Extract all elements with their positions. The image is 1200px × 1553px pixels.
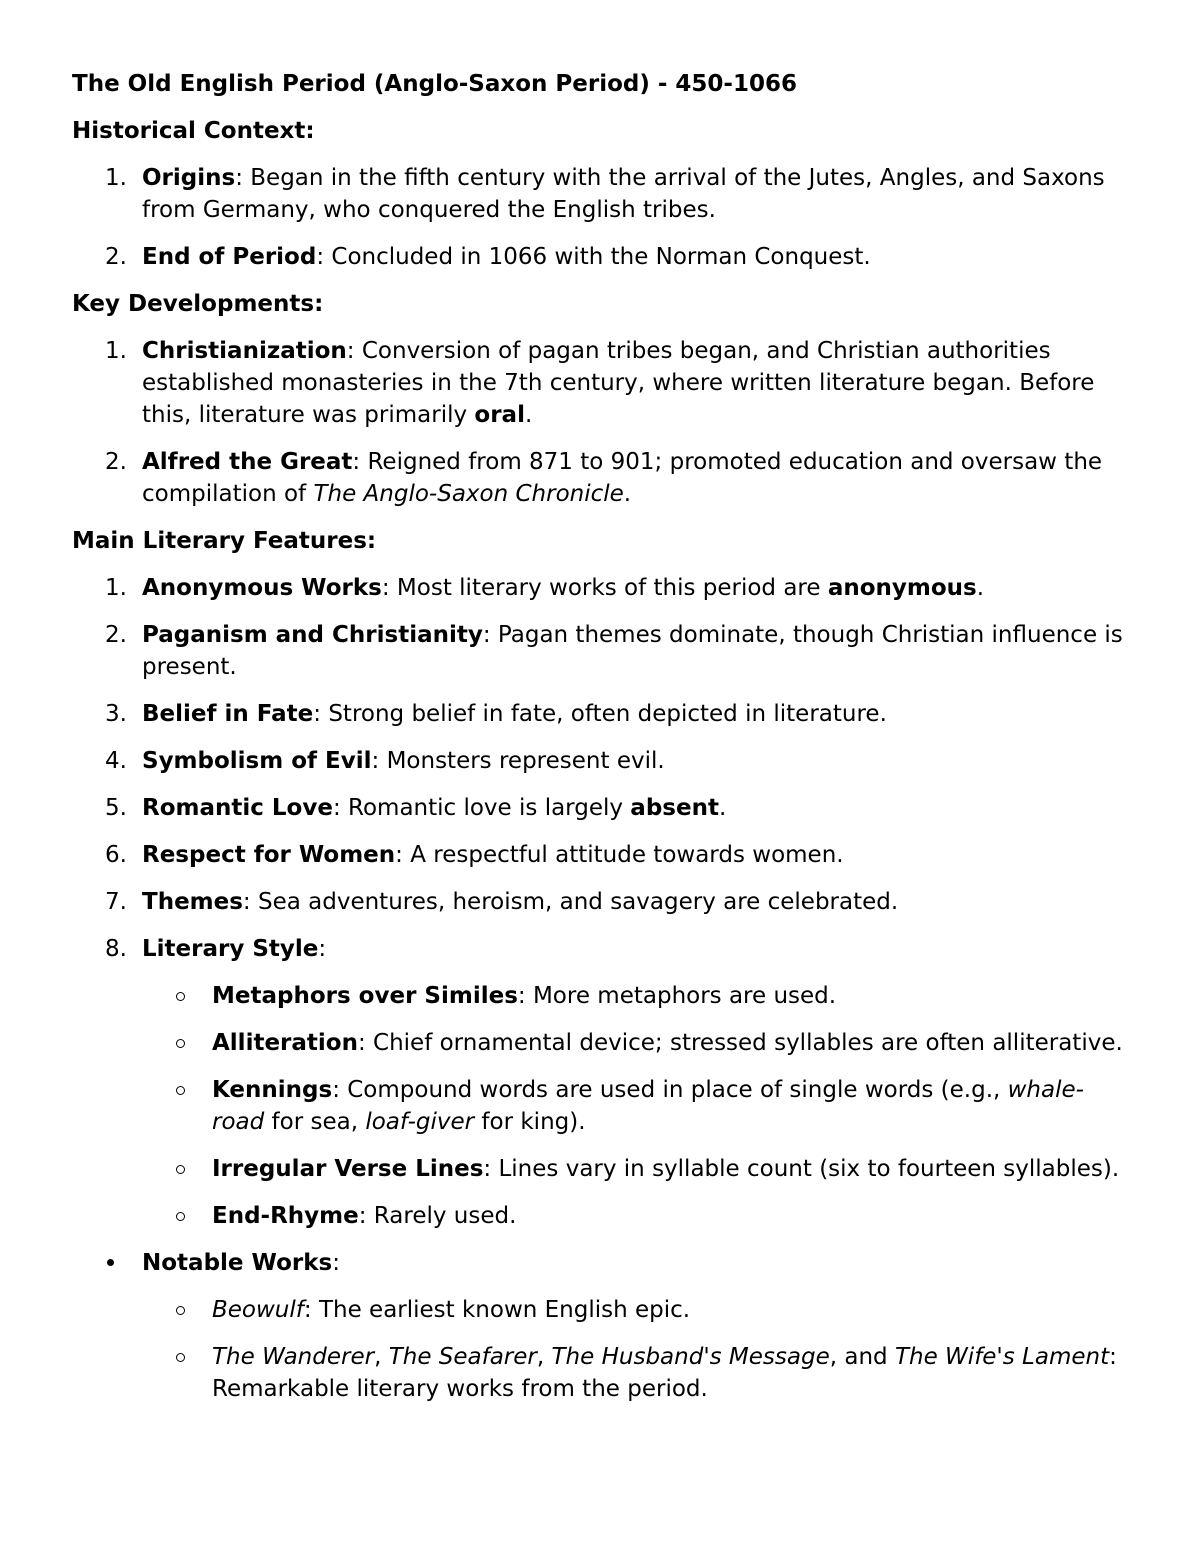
item-separator: : (346, 338, 355, 364)
circle-bullet-icon (176, 1353, 185, 1362)
item-number: 2. (105, 449, 127, 475)
sub-list-item (142, 1153, 1132, 1185)
work-title: The Wife's Lament (894, 1344, 1110, 1370)
kenning-example: loaf-giver (365, 1109, 475, 1135)
item-text: More metaphors are used. (525, 983, 837, 1009)
item-text: Conversion of pagan tribes began, and Christian authorities established monasteries in the 7th century, where written literature began. Before this, literature was primarily (142, 338, 1095, 428)
item-text: Reigned from 871 to 901; promoted education and oversaw the compilation of (142, 449, 1103, 507)
item-separator: : (482, 622, 491, 648)
item-end: for king). (474, 1109, 586, 1135)
item-separator: : (357, 1030, 366, 1056)
page-title: The Old English Period (Anglo-Saxon Period) - 450-1066 (72, 71, 797, 97)
notable-works-list (142, 1294, 1132, 1405)
historical-context-heading: Historical Context: (72, 118, 315, 144)
item-separator: : (242, 889, 251, 915)
list-item (72, 839, 1132, 871)
item-number: 3. (105, 701, 127, 727)
item-end: . (718, 795, 727, 821)
item-separator: : (235, 165, 243, 191)
item-separator: : (332, 795, 341, 821)
list-item (72, 745, 1132, 777)
item-text: , and (829, 1344, 895, 1370)
sub-list-item (142, 1294, 1132, 1326)
document-page (72, 68, 1132, 1405)
item-text: Sea adventures, heroism, and savagery are celebrated. (250, 889, 899, 915)
sub-list-item (142, 980, 1132, 1012)
item-number: 7. (105, 889, 127, 915)
item-number: 2. (105, 622, 127, 648)
item-number: 1. (105, 338, 127, 364)
list-item (72, 241, 1132, 273)
item-separator: : (381, 575, 390, 601)
item-term: End of Period (142, 244, 317, 270)
item-separator: : (371, 748, 380, 774)
item-text: Strong belief in fate, often depicted in literature. (321, 701, 887, 727)
item-end: . (623, 481, 632, 507)
list-item (72, 572, 1132, 604)
key-developments-heading: Key Developments: (72, 291, 324, 317)
item-number: 5. (105, 795, 127, 821)
item-separator: : (395, 842, 403, 868)
item-text: : Remarkable literary works from the period. (212, 1344, 1117, 1402)
item-number: 8. (105, 936, 127, 962)
item-end: . (976, 575, 985, 601)
list-item (72, 886, 1132, 918)
item-term: Alliteration (212, 1030, 358, 1056)
item-separator: : (517, 983, 526, 1009)
circle-bullet-icon (176, 1086, 185, 1095)
item-text: A respectful attitude towards women. (402, 842, 844, 868)
item-work-title: The Anglo-Saxon Chronicle (313, 481, 624, 507)
item-separator: : (483, 1156, 492, 1182)
item-end: . (524, 402, 533, 428)
item-term: Paganism and Christianity (142, 622, 483, 648)
item-text: Compound words are used in place of single words (e.g., (339, 1077, 1008, 1103)
literary-features-heading: Main Literary Features: (72, 528, 377, 554)
sub-list-item (142, 1027, 1132, 1059)
item-term: Notable Works (142, 1250, 333, 1276)
item-number: 1. (105, 575, 127, 601)
literary-features-list (72, 572, 1132, 1232)
circle-bullet-icon (176, 1165, 185, 1174)
list-item (72, 698, 1132, 730)
list-item (72, 619, 1132, 683)
item-term: Kennings (212, 1077, 333, 1103)
item-number: 2. (105, 244, 127, 270)
kenning-example: whale-road (212, 1077, 1084, 1135)
item-text: Rarely used. (366, 1203, 517, 1229)
work-title: The Husband's Message (551, 1344, 830, 1370)
circle-bullet-icon (176, 1306, 185, 1315)
item-emphasis: oral (474, 402, 525, 428)
item-text: Began in the fifth century with the arrival of the Jutes, Angles, and Saxons from Germany, who conquered the English tribes. (142, 165, 1105, 223)
item-text: Romantic love is largely (340, 795, 631, 821)
circle-bullet-icon (176, 992, 185, 1001)
item-term: Respect for Women (142, 842, 396, 868)
literary-style-list (142, 980, 1132, 1232)
item-term: Origins (142, 165, 236, 191)
item-term: Alfred the Great (142, 449, 353, 475)
key-developments-list (72, 335, 1132, 510)
list-item (72, 162, 1132, 226)
item-text: for sea, (264, 1109, 366, 1135)
circle-bullet-icon (176, 1039, 185, 1048)
work-title: The Wanderer (212, 1344, 375, 1370)
item-text: Most literary works of this period are (389, 575, 828, 601)
list-item (72, 446, 1132, 510)
sub-list-item (142, 1341, 1132, 1405)
item-term: Romantic Love (142, 795, 333, 821)
item-text: Pagan themes dominate, though Christian influence is present. (142, 622, 1123, 680)
item-text: Lines vary in syllable count (six to fourteen syllables). (491, 1156, 1120, 1182)
item-separator: : (352, 449, 361, 475)
historical-context-list (72, 162, 1132, 273)
list-item (72, 933, 1132, 1232)
list-item (72, 335, 1132, 431)
item-text: : The earliest known English epic. (303, 1297, 691, 1323)
item-emphasis: absent (630, 795, 719, 821)
item-text: Monsters represent evil. (379, 748, 665, 774)
item-term: Metaphors over Similes (212, 983, 518, 1009)
item-term: Irregular Verse Lines (212, 1156, 484, 1182)
item-separator: : (318, 936, 327, 962)
filled-bullet-icon (107, 1259, 114, 1266)
item-term: End-Rhyme (212, 1203, 359, 1229)
item-term: Literary Style (142, 936, 319, 962)
item-term: Christianization (142, 338, 347, 364)
item-separator: : (332, 1250, 340, 1276)
sub-list-item (142, 1074, 1132, 1138)
item-text: Chief ornamental device; stressed syllables are often alliterative. (365, 1030, 1123, 1056)
item-term: Belief in Fate (142, 701, 314, 727)
item-number: 6. (105, 842, 127, 868)
item-separator: : (358, 1203, 367, 1229)
circle-bullet-icon (176, 1212, 185, 1221)
notable-works-item (72, 1247, 1132, 1405)
item-number: 4. (105, 748, 127, 774)
item-emphasis: anonymous (827, 575, 977, 601)
item-text: Concluded in 1066 with the Norman Conquest. (324, 244, 871, 270)
item-term: Symbolism of Evil (142, 748, 372, 774)
list-item (72, 792, 1132, 824)
item-text: , (536, 1344, 552, 1370)
item-term: Anonymous Works (142, 575, 382, 601)
item-separator: : (332, 1077, 340, 1103)
work-title: The Seafarer (388, 1344, 537, 1370)
item-separator: : (316, 244, 325, 270)
item-separator: : (313, 701, 322, 727)
item-term: Themes (142, 889, 243, 915)
sub-list-item (142, 1200, 1132, 1232)
item-number: 1. (105, 165, 127, 191)
work-title: Beowulf (212, 1297, 304, 1323)
item-text: , (374, 1344, 389, 1370)
